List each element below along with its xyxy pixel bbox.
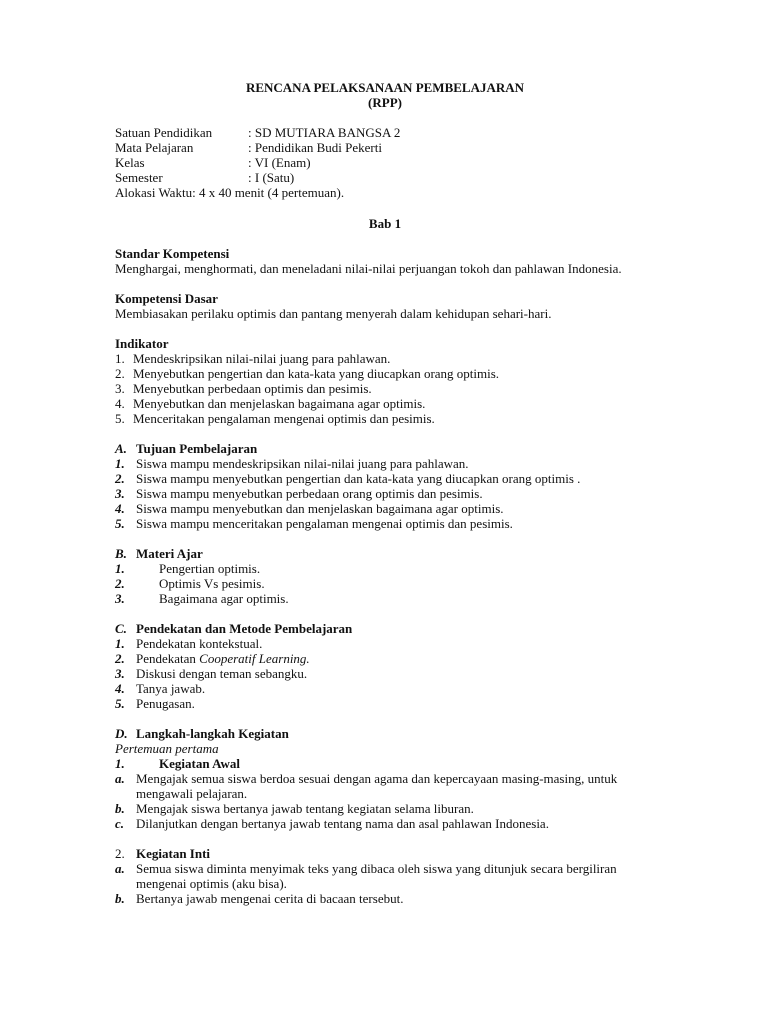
item-number: 1. bbox=[115, 636, 125, 651]
identity-value: : VI (Enam) bbox=[248, 155, 311, 170]
item-text: Pendekatan kontekstual. bbox=[136, 636, 263, 651]
list-item bbox=[115, 696, 655, 711]
pertemuan-label: Pertemuan pertama bbox=[115, 741, 219, 756]
section-letter: B. bbox=[115, 546, 127, 561]
pendekatan-section bbox=[115, 621, 655, 711]
doc-subtitle: (RPP) bbox=[368, 95, 402, 110]
kegiatan-awal-heading-row bbox=[115, 756, 655, 771]
item-number: 1. bbox=[115, 756, 125, 771]
item-number: 3. bbox=[115, 486, 125, 501]
list-item bbox=[115, 471, 655, 486]
list-item bbox=[115, 771, 655, 801]
item-number: 3. bbox=[115, 666, 125, 681]
identity-row bbox=[115, 140, 655, 155]
list-item bbox=[115, 561, 655, 576]
item-letter: b. bbox=[115, 891, 125, 906]
kegiatan-inti-heading-row bbox=[115, 846, 655, 861]
item-text-prefix: Pendekatan bbox=[136, 651, 200, 666]
indikator-heading: Indikator bbox=[115, 336, 169, 351]
list-item bbox=[115, 501, 655, 516]
list-item bbox=[115, 636, 655, 651]
list-item bbox=[115, 381, 655, 396]
item-text: Mengajak siswa bertanya jawab tentang kegiatan selama liburan. bbox=[136, 801, 474, 816]
item-text: Mengajak semua siswa berdoa sesuai dengan agama dan kepercayaan masing-masing, untuk mengawali pelajaran. bbox=[136, 771, 618, 801]
item-number: 1. bbox=[115, 456, 125, 471]
document-body bbox=[115, 80, 655, 906]
list-item bbox=[115, 651, 655, 666]
alokasi-value: : 4 x 40 menit (4 pertemuan). bbox=[192, 185, 345, 200]
indikator-section bbox=[115, 336, 655, 426]
list-item bbox=[115, 576, 655, 591]
kompetensi-heading: Kompetensi Dasar bbox=[115, 291, 218, 306]
identity-block bbox=[115, 125, 655, 200]
standar-heading: Standar Kompetensi bbox=[115, 246, 230, 261]
item-text-italic: Cooperatif Learning. bbox=[199, 651, 310, 666]
identity-label: Satuan Pendidikan bbox=[115, 125, 213, 140]
item-text: Siswa mampu menyebutkan perbedaan orang optimis dan pesimis. bbox=[136, 486, 483, 501]
item-text: Bertanya jawab mengenai cerita di bacaan tersebut. bbox=[136, 891, 404, 906]
langkah-section bbox=[115, 726, 655, 906]
langkah-heading: Langkah-langkah Kegiatan bbox=[136, 726, 289, 741]
item-text: Siswa mampu mendeskripsikan nilai-nilai juang para pahlawan. bbox=[136, 456, 469, 471]
chapter-title: Bab 1 bbox=[368, 216, 402, 231]
identity-row bbox=[115, 170, 655, 185]
item-text: Bagaimana agar optimis. bbox=[159, 591, 289, 606]
item-text: Siswa mampu menyebutkan dan menjelaskan bagaimana agar optimis. bbox=[136, 501, 504, 516]
identity-label: Mata Pelajaran bbox=[115, 140, 194, 155]
item-number: 5. bbox=[115, 516, 125, 531]
alokasi-row bbox=[115, 185, 655, 200]
item-number: 1. bbox=[115, 561, 125, 576]
section-letter: C. bbox=[115, 621, 127, 636]
item-text: Menyebutkan dan menjelaskan bagaimana agar optimis. bbox=[133, 396, 426, 411]
kegiatan-inti-block bbox=[115, 846, 655, 906]
section-letter: A. bbox=[115, 441, 127, 456]
item-text: Mendeskripsikan nilai-nilai juang para pahlawan. bbox=[133, 351, 391, 366]
item-number: 4. bbox=[115, 501, 125, 516]
tujuan-heading-row bbox=[115, 441, 655, 456]
list-item bbox=[115, 396, 655, 411]
item-number: 5. bbox=[115, 696, 125, 711]
list-item bbox=[115, 681, 655, 696]
identity-value: : I (Satu) bbox=[248, 170, 295, 185]
item-text: Siswa mampu menceritakan pengalaman mengenai optimis dan pesimis. bbox=[136, 516, 513, 531]
materi-heading: Materi Ajar bbox=[136, 546, 203, 561]
list-item bbox=[115, 801, 655, 816]
kompetensi-text: Membiasakan perilaku optimis dan pantang menyerah dalam kehidupan sehari-hari. bbox=[115, 306, 552, 321]
item-number: 2. bbox=[115, 471, 125, 486]
identity-row bbox=[115, 155, 655, 170]
item-text: Menceritakan pengalaman mengenai optimis dan pesimis. bbox=[133, 411, 435, 426]
tujuan-section bbox=[115, 441, 655, 531]
materi-heading-row bbox=[115, 546, 655, 561]
item-text: Optimis Vs pesimis. bbox=[159, 576, 265, 591]
item-letter: a. bbox=[115, 771, 125, 786]
kegiatan-inti-heading: Kegiatan Inti bbox=[136, 846, 211, 861]
pendekatan-heading-row bbox=[115, 621, 655, 636]
item-text: Semua siswa diminta menyimak teks yang dibaca oleh siswa yang ditunjuk secara bergiliran mengenai optimis (aku bisa). bbox=[136, 861, 617, 891]
list-item bbox=[115, 666, 655, 681]
identity-label: Semester bbox=[115, 170, 163, 185]
kompetensi-section bbox=[115, 291, 655, 321]
item-number: 4. bbox=[115, 681, 125, 696]
item-number: 1. bbox=[115, 351, 125, 366]
standar-text: Menghargai, menghormati, dan meneladani nilai-nilai perjuangan tokoh dan pahlawan Indonesia. bbox=[115, 261, 622, 276]
item-text: Menyebutkan pengertian dan kata-kata yang diucapkan orang optimis. bbox=[133, 366, 500, 381]
item-number: 4. bbox=[115, 396, 125, 411]
item-number: 2. bbox=[115, 846, 125, 861]
section-letter: D. bbox=[115, 726, 128, 741]
identity-label: Kelas bbox=[115, 155, 145, 170]
doc-title: RENCANA PELAKSANAAN PEMBELAJARAN bbox=[245, 80, 525, 95]
pendekatan-heading: Pendekatan dan Metode Pembelajaran bbox=[136, 621, 353, 636]
item-letter: a. bbox=[115, 861, 125, 876]
standar-section bbox=[115, 246, 655, 276]
alokasi-label: Alokasi Waktu bbox=[115, 185, 193, 200]
identity-value: : Pendidikan Budi Pekerti bbox=[248, 140, 382, 155]
tujuan-heading: Tujuan Pembelajaran bbox=[136, 441, 258, 456]
item-text: Pengertian optimis. bbox=[159, 561, 261, 576]
item-text bbox=[136, 651, 655, 666]
item-number: 5. bbox=[115, 411, 125, 426]
item-text: Siswa mampu menyebutkan pengertian dan kata-kata yang diucapkan orang optimis . bbox=[136, 471, 581, 486]
list-item bbox=[115, 516, 655, 531]
item-number: 2. bbox=[115, 576, 125, 591]
item-number: 3. bbox=[115, 381, 125, 396]
kegiatan-awal-heading: Kegiatan Awal bbox=[159, 756, 241, 771]
item-letter: b. bbox=[115, 801, 125, 816]
item-text: Menyebutkan perbedaan optimis dan pesimis. bbox=[133, 381, 372, 396]
list-item bbox=[115, 351, 655, 366]
item-text: Diskusi dengan teman sebangku. bbox=[136, 666, 308, 681]
item-text: Tanya jawab. bbox=[136, 681, 206, 696]
list-item bbox=[115, 816, 655, 831]
item-number: 3. bbox=[115, 591, 125, 606]
list-item bbox=[115, 861, 655, 891]
item-number: 2. bbox=[115, 651, 125, 666]
identity-value: : SD MUTIARA BANGSA 2 bbox=[248, 125, 401, 140]
list-item bbox=[115, 366, 655, 381]
item-text: Dilanjutkan dengan bertanya jawab tentang nama dan asal pahlawan Indonesia. bbox=[136, 816, 549, 831]
item-number: 2. bbox=[115, 366, 125, 381]
item-letter: c. bbox=[115, 816, 125, 831]
list-item bbox=[115, 591, 655, 606]
list-item bbox=[115, 411, 655, 426]
item-text: Penugasan. bbox=[136, 696, 195, 711]
list-item bbox=[115, 456, 655, 471]
materi-section bbox=[115, 546, 655, 606]
list-item bbox=[115, 891, 655, 906]
langkah-heading-row bbox=[115, 726, 655, 741]
identity-row bbox=[115, 125, 655, 140]
list-item bbox=[115, 486, 655, 501]
